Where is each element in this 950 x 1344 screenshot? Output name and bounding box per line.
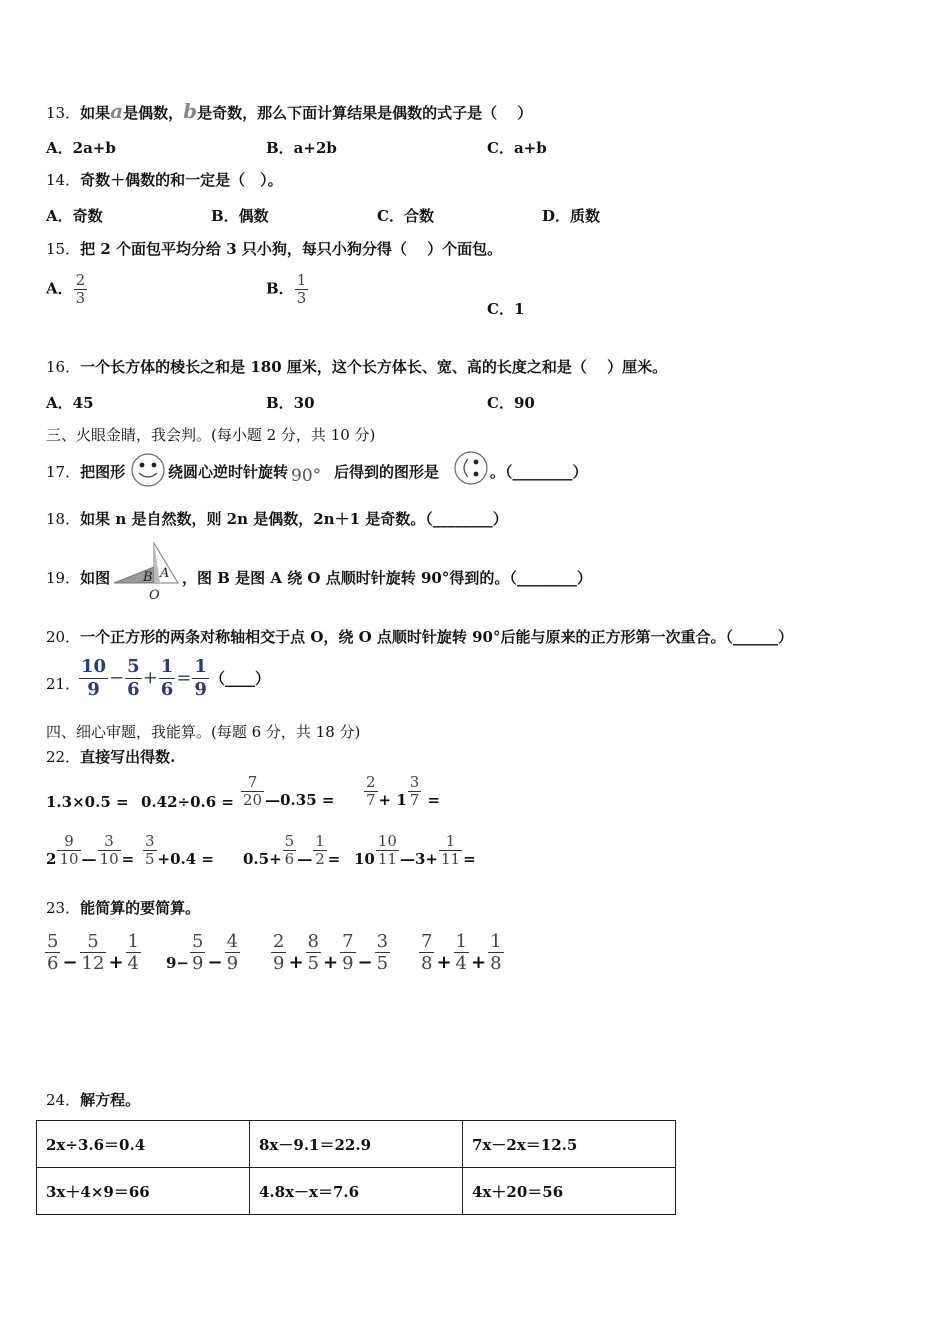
q22-e7-mid: — [297, 849, 313, 868]
q24-stem [46, 1090, 140, 1110]
frac-numerator: 1 [455, 931, 467, 952]
q20-stem [46, 627, 793, 647]
frac-denominator: 4 [127, 953, 139, 974]
fraction [306, 931, 321, 974]
frac-numerator: 5 [47, 931, 59, 952]
q16-option-b[interactable]: B．30 [266, 394, 315, 412]
frac-numerator: 10 [377, 832, 397, 850]
q15-option-a-fraction [74, 272, 88, 307]
q22-e6-frac [143, 833, 157, 868]
equation-cell: 4.8x－x＝7.6 [250, 1168, 463, 1215]
frac-numerator: 9 [57, 833, 80, 851]
q20-number: 20． [46, 628, 81, 646]
q15-option-b-fraction [295, 272, 309, 307]
operator: + [323, 951, 339, 973]
q22-e3-tail: —0.35 = [265, 790, 335, 809]
q22-text: 直接写出得数. [80, 748, 176, 766]
q15-stem [46, 239, 502, 259]
q21-frac-3 [159, 656, 176, 701]
expr-prefix: 9− [166, 953, 190, 972]
fraction [271, 931, 286, 974]
frac-denominator: 20 [243, 791, 263, 809]
q22-expr-6 [142, 833, 214, 868]
q14-option-c[interactable]: C．合数 [377, 207, 434, 225]
operator: + [108, 951, 124, 973]
q22-e4-tail: = [422, 790, 441, 809]
q16-option-a[interactable]: A．45 [46, 394, 94, 412]
q14-number: 14． [46, 171, 81, 189]
operator: − [62, 951, 78, 973]
frac-denominator: 6 [47, 953, 59, 974]
fraction [225, 931, 240, 974]
q15-option-a[interactable] [46, 272, 88, 307]
frac-numerator: 3 [376, 931, 389, 952]
fraction [419, 931, 434, 974]
frac-numerator: 1 [490, 931, 502, 952]
frac-numerator: 2 [366, 773, 376, 791]
frac-numerator: 1 [315, 832, 325, 850]
q18-stem [46, 509, 508, 529]
frac-numerator: 8 [307, 931, 319, 952]
q17-text-4: 。（________） [490, 463, 588, 481]
q13-option-b[interactable]: B．a+2b [266, 139, 337, 157]
q22-e7-prefix: 0.5+ [243, 849, 282, 868]
q22-e7-frac-a [283, 833, 297, 868]
q13-stem [46, 101, 532, 123]
q19-text-2: ，图 B 是图 A 绕 O 点顺时针旋转 90°得到的。（________） [182, 569, 592, 587]
q22-e8-frac-b [439, 833, 462, 868]
frac-denominator: 11 [440, 850, 461, 868]
equation-table [36, 1120, 676, 1215]
q16-option-c[interactable]: C．90 [487, 394, 535, 412]
q16-text: 一个长方体的棱长之和是 180 厘米，这个长方体长、宽、高的长度之和是（ ）厘米。 [80, 358, 668, 376]
frac-denominator: 5 [307, 953, 319, 974]
q19-stem-end [182, 568, 592, 588]
q17-text-3 [334, 462, 439, 482]
frac-numerator: 7 [342, 931, 354, 952]
frac-denominator: 9 [87, 679, 100, 700]
q15-number: 15． [46, 240, 81, 258]
frac-denominator: 9 [342, 953, 354, 974]
label-b: B [143, 570, 153, 585]
q17-number: 17． [46, 463, 81, 481]
q23-expr-3 [270, 931, 391, 974]
q21-number: 21． [46, 675, 81, 693]
q17-text-2: 绕圆心逆时针旋转 [168, 463, 289, 481]
section-3-heading: 三、火眼金睛，我会判。(每小题 2 分，共 10 分) [46, 426, 376, 444]
q23-text: 能简算的要简算。 [80, 899, 201, 917]
frac-denominator: 8 [490, 953, 502, 974]
q22-e7-frac-b [313, 833, 327, 868]
frac-denominator: 12 [81, 953, 105, 974]
q22-expr-1: 1.3×0.5 = [46, 793, 129, 811]
equation-cell: 8x－9.1＝22.9 [250, 1121, 463, 1168]
frac-denominator: 5 [376, 953, 389, 974]
q22-e4-frac-b [408, 774, 422, 809]
frac-numerator: 4 [226, 931, 239, 952]
q22-e5-mid: — [81, 849, 97, 868]
frac-numerator: 5 [127, 656, 140, 677]
q18-text: 如果 n 是自然数，则 2n 是偶数，2n＋1 是奇数。（________） [80, 510, 508, 528]
q15-option-b[interactable] [266, 272, 309, 307]
q17-stem [46, 462, 125, 482]
fraction [190, 931, 205, 974]
frac-numerator: 1 [160, 656, 174, 677]
q13-text-c: 是奇数，那么下面计算结果是偶数的式子是（ ） [197, 104, 533, 122]
q23-expr-2 [166, 931, 241, 974]
q18-number: 18． [46, 510, 81, 528]
q22-e5-whole: 2 [46, 849, 57, 868]
frac-numerator: 1 [296, 271, 307, 289]
label-o: O [149, 588, 160, 601]
q13-text-b: 是偶数， [123, 104, 184, 122]
q14-text: 奇数＋偶数的和一定是（ ）。 [80, 171, 283, 189]
q15-option-b-label: B． [266, 279, 294, 298]
fraction [45, 931, 60, 974]
frac-numerator: 3 [409, 773, 420, 791]
frac-denominator: 5 [145, 850, 155, 868]
frac-denominator: 3 [296, 289, 307, 307]
q22-expr-2: 0.42÷0.6 = [141, 793, 234, 811]
q22-e5-frac-b [98, 833, 121, 868]
frac-denominator: 4 [455, 953, 467, 974]
q21-answer-blank[interactable]: （____） [209, 669, 270, 688]
q17-answer-blank[interactable] [490, 462, 588, 482]
q24-text: 解方程。 [80, 1091, 141, 1109]
q17-middle [168, 462, 322, 486]
frac-denominator: 3 [75, 289, 86, 307]
frac-numerator: 3 [145, 832, 155, 850]
label-a: A [160, 566, 170, 581]
q14-option-a[interactable]: A．奇数 [46, 207, 103, 225]
q17-text-3-inner: 后得到的图形是 [334, 463, 440, 481]
frac-numerator: 1 [127, 931, 139, 952]
q21-op-2: + [142, 667, 158, 689]
section-4-heading: 四、细心审题，我能算。(每题 6 分，共 18 分) [46, 723, 361, 741]
rotated-smiley-icon [452, 450, 490, 486]
frac-denominator: 7 [366, 791, 376, 809]
q22-e3-frac [241, 774, 264, 809]
q23-expr-1 [44, 931, 142, 974]
q15-option-c[interactable]: C．1 [487, 300, 525, 318]
fraction [375, 931, 390, 974]
equation-cell: 3x＋4×9＝66 [37, 1168, 250, 1215]
frac-numerator: 7 [241, 774, 264, 792]
fraction [488, 931, 503, 974]
frac-denominator: 10 [59, 850, 79, 868]
frac-denominator: 8 [421, 953, 433, 974]
frac-denominator: 9 [273, 953, 285, 974]
q22-expr-5 [46, 833, 134, 868]
q16-number: 16． [46, 358, 81, 376]
frac-numerator: 3 [98, 833, 121, 851]
equation-cell: 2x÷3.6＝0.4 [37, 1121, 250, 1168]
q22-e7-tail: = [327, 849, 341, 868]
operator: + [471, 951, 487, 973]
q21-op-1: − [109, 667, 125, 689]
q21-expression [78, 656, 270, 701]
q22-number: 22． [46, 748, 81, 766]
q13-option-c[interactable]: C．a+b [487, 139, 547, 157]
q20-text: 一个正方形的两条对称轴相交于点 O，绕 O 点顺时针旋转 90°后能与原来的正方形第一次重合。（______） [80, 628, 793, 646]
q21-op-3: = [176, 667, 192, 689]
q13-number: 13． [46, 104, 81, 122]
q21-frac-4 [192, 656, 209, 701]
q22-e5-tail: = [121, 849, 135, 868]
q22-stem [46, 747, 175, 767]
q19-number: 19． [46, 569, 81, 587]
q22-expr-3 [240, 774, 334, 809]
q22-e8-mid: —3+ [399, 849, 438, 868]
q22-e4-mid: + 1 [378, 790, 407, 809]
q14-option-d[interactable]: D．质数 [542, 207, 601, 225]
q22-e4-frac-a [364, 774, 378, 809]
frac-numerator: 1 [194, 656, 207, 677]
q22-e5-frac-a [57, 833, 80, 868]
q22-expr-8 [354, 833, 476, 868]
frac-numerator: 5 [192, 931, 204, 952]
frac-denominator: 9 [194, 679, 207, 700]
rotation-triangles-figure [112, 539, 182, 601]
q17-degree: 90° [291, 466, 322, 486]
frac-denominator: 9 [226, 953, 239, 974]
frac-denominator: 7 [409, 791, 420, 809]
frac-numerator: 7 [421, 931, 433, 952]
table-row [37, 1121, 676, 1168]
frac-denominator: 6 [160, 679, 174, 700]
frac-numerator: 2 [273, 931, 285, 952]
q17-text-1: 把图形 [80, 463, 126, 481]
q22-e8-whole: 10 [354, 849, 375, 868]
frac-denominator: 10 [99, 850, 119, 868]
q13-text-a: 如果 [80, 104, 111, 122]
q21-number-wrap [46, 674, 80, 694]
smiley-face-icon [129, 452, 167, 488]
equation-cell: 4x＋20＝56 [463, 1168, 676, 1215]
frac-numerator: 10 [81, 656, 107, 677]
frac-numerator: 5 [284, 832, 295, 850]
q13-var-b: b [183, 99, 198, 123]
q22-expr-7 [243, 833, 340, 868]
q22-expr-4 [363, 774, 440, 809]
operator: − [357, 951, 373, 973]
frac-denominator: 11 [377, 850, 397, 868]
q19-stem-start [46, 568, 110, 588]
q16-stem [46, 357, 667, 377]
q19-text-1: 如图 [80, 569, 111, 587]
q13-option-a[interactable]: A．2a+b [46, 139, 116, 157]
frac-denominator: 6 [127, 679, 140, 700]
frac-denominator: 6 [284, 850, 295, 868]
q24-number: 24． [46, 1091, 81, 1109]
q15-text: 把 2 个面包平均分给 3 只小狗，每只小狗分得（ ）个面包。 [80, 240, 503, 258]
table-row [37, 1168, 676, 1215]
operator: + [288, 951, 304, 973]
fraction [340, 931, 355, 974]
q21-frac-1 [79, 656, 108, 701]
frac-numerator: 2 [75, 271, 86, 289]
operator: + [436, 951, 452, 973]
fraction [454, 931, 469, 974]
q14-option-b[interactable]: B．偶数 [211, 207, 269, 225]
frac-denominator: 2 [315, 850, 325, 868]
q22-e8-tail: = [463, 849, 476, 868]
q23-expr-4 [418, 931, 505, 974]
frac-denominator: 9 [192, 953, 204, 974]
q23-stem [46, 898, 200, 918]
q21-frac-2 [125, 656, 142, 701]
q14-stem [46, 170, 283, 190]
fraction [126, 931, 141, 974]
frac-numerator: 5 [80, 931, 107, 953]
frac-numerator: 1 [439, 833, 462, 851]
fraction [80, 931, 107, 974]
equation-cell: 7x－2x＝12.5 [463, 1121, 676, 1168]
q23-number: 23． [46, 899, 81, 917]
q22-e6-tail: +0.4 = [157, 849, 215, 868]
q15-option-a-label: A． [46, 279, 73, 298]
q22-e8-frac-a [376, 833, 399, 868]
operator: − [207, 951, 223, 973]
q13-var-a: a [110, 99, 124, 123]
